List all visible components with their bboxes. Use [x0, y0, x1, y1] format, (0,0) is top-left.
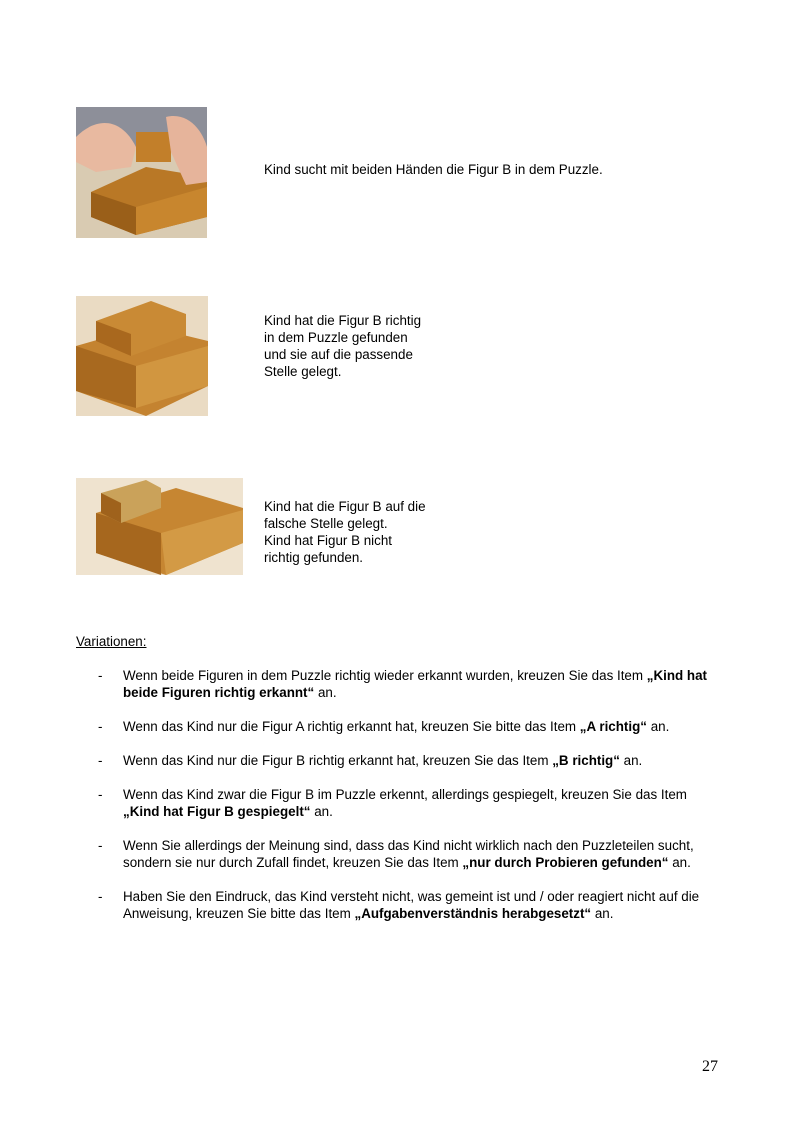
list-item: - Wenn das Kind zwar die Figur B im Puzzle erkennt, allerdings gespiegelt, kreuzen Sie das Item „Kind hat Figur B gespiegelt“ an. [98, 787, 687, 819]
list-item: - Wenn das Kind nur die Figur B richtig erkannt hat, kreuzen Sie das Item „B richtig“ an. [98, 753, 643, 768]
list-item: - Wenn beide Figuren in dem Puzzle richtig wieder erkannt wurden, kreuzen Sie das Item „Kind hat beide Figuren richtig erkannt“ an. [98, 668, 708, 700]
list-dash: - [98, 753, 103, 768]
list-item: - Haben Sie den Eindruck, das Kind versteht nicht, was gemeint ist und / oder reagiert nicht auf die Anweisung, kreuzen Sie bitte das Item „Aufgabenverständnis herabgesetzt“ an. [98, 889, 700, 921]
caption-photo-2: Kind hat die Figur B richtig in dem Puzzle gefunden und sie auf die passende Stelle gelegt. [264, 313, 422, 379]
list-item: - Wenn das Kind nur die Figur A richtig erkannt hat, kreuzen Sie bitte das Item „A richtig“ an. [98, 719, 670, 734]
page-number: 27 [702, 1058, 718, 1075]
variations-list [76, 667, 726, 939]
photo-correct-placement [76, 296, 208, 416]
list-dash: - [98, 719, 103, 734]
list-dash: - [98, 668, 103, 683]
caption-photo-1: Kind sucht mit beiden Händen die Figur B in dem Puzzle. [264, 162, 603, 177]
list-dash: - [98, 838, 103, 853]
variations-heading: Variationen: [76, 634, 147, 649]
list-dash: - [98, 787, 103, 802]
caption-photo-3: Kind hat die Figur B auf die falsche Stelle gelegt. Kind hat Figur B nicht richtig gefunden. [264, 499, 426, 565]
list-dash: - [98, 889, 103, 904]
list-item: - Wenn Sie allerdings der Meinung sind, dass das Kind nicht wirklich nach den Puzzleteilen sucht, sondern sie nur durch Zufall findet, kreuzen Sie das Item „nur durch Probieren gefunden“ an. [98, 838, 694, 870]
photo-wrong-placement [76, 478, 243, 575]
photo-child-searching [76, 107, 207, 238]
